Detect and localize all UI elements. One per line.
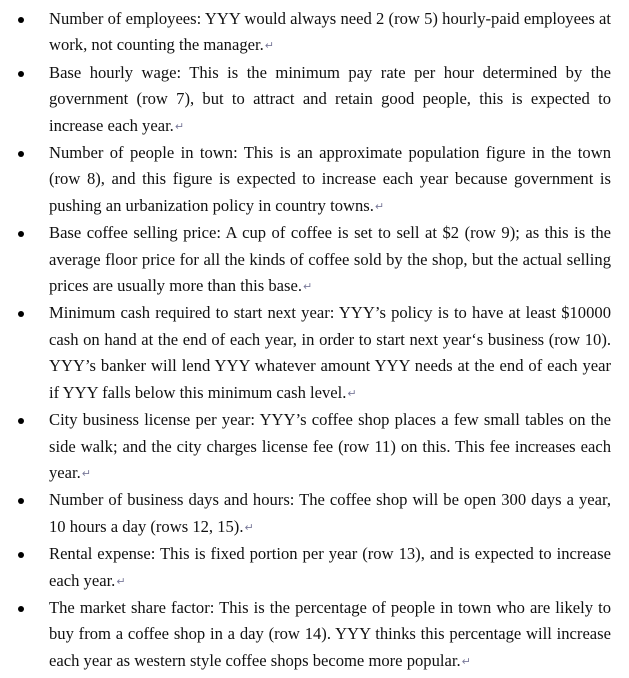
paragraph-mark-icon: ↵ [264, 39, 274, 53]
bullet-icon [18, 552, 24, 558]
list-item-text: Rental expense: This is fixed portion per year (row 13), and is expected to increase each year. [49, 544, 611, 590]
list-item [0, 487, 629, 541]
list-item [0, 6, 629, 60]
document-body [0, 6, 629, 675]
list-item [0, 407, 629, 487]
paragraph-mark-icon: ↵ [461, 654, 471, 668]
bullet-icon [18, 17, 24, 23]
list-item [0, 220, 629, 300]
bullet-icon [18, 151, 24, 157]
list-item [0, 300, 629, 407]
bullet-icon [18, 71, 24, 77]
bullet-icon [18, 311, 24, 317]
list-item-text: City business license per year: YYY’s coffee shop places a few small tables on the side walk; and the city charges license fee (row 11) on this. This fee increases each year. [49, 410, 611, 482]
list-item-text: Number of employees: YYY would always need 2 (row 5) hourly-paid employees at work, not counting the manager. [49, 9, 611, 55]
bullet-icon [18, 231, 24, 237]
bullet-icon [18, 606, 24, 612]
list-item-text: Base hourly wage: This is the minimum pay rate per hour determined by the government (row 7), but to attract and retain good people, this is expected to increase each year. [49, 62, 611, 135]
paragraph-mark-icon: ↵ [174, 119, 185, 133]
list-item-text: The market share factor: This is the percentage of people in town who are likely to buy from a coffee shop in a day (row 14). YYY thinks this percentage will increase each year as western style coffee shops become more popular. [49, 597, 611, 670]
list-item [0, 60, 629, 140]
paragraph-mark-icon: ↵ [347, 386, 357, 400]
list-item-text: Number of people in town: This is an approximate population figure in the town (row 8), and this figure is expected to increase each year because government is pushing an urbanization policy in country towns. [49, 143, 611, 215]
paragraph-mark-icon: ↵ [116, 574, 126, 588]
list-item [0, 541, 629, 595]
paragraph-mark-icon: ↵ [81, 466, 92, 480]
list-item-text: Base coffee selling price: A cup of coffee is set to sell at $2 (row 9); as this is the average floor price for all the kinds of coffee sold by the shop, but the actual selling prices are usually more than this base. [49, 223, 611, 296]
list-item [0, 595, 629, 675]
list-item [0, 140, 629, 220]
list-item-text: Minimum cash required to start next year: YYY’s policy is to have at least $10000 cash on hand at the end of each year, in order to start next year‘s business (row 10). YYY’s banker will lend YYY whatever amount YYY needs at the end of each year if YYY falls below this minimum cash level. [49, 303, 611, 402]
paragraph-mark-icon: ↵ [244, 520, 254, 534]
bullet-icon [18, 418, 24, 424]
paragraph-mark-icon: ↵ [374, 199, 385, 213]
list-item-text: Number of business days and hours: The coffee shop will be open 300 days a year, 10 hours a day (rows 12, 15). [49, 490, 611, 536]
bullet-icon [18, 498, 24, 504]
paragraph-mark-icon: ↵ [302, 280, 313, 294]
